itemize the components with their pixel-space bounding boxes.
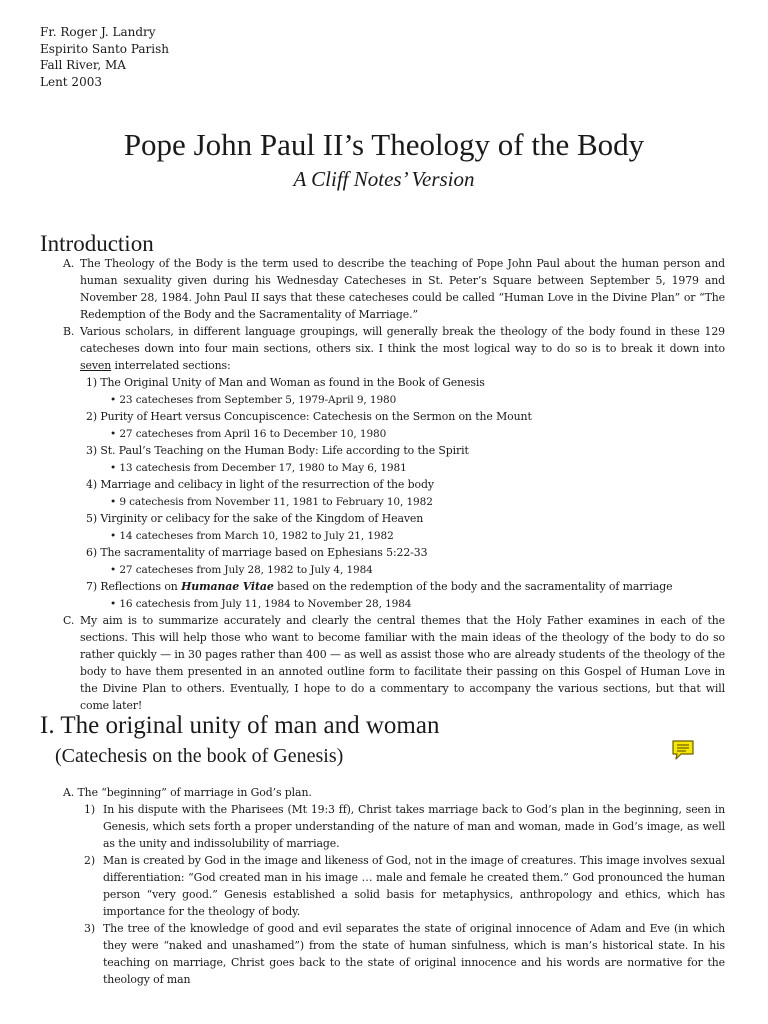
section-list-bullet: • 14 catecheses from March 10, 1982 to July 21, 1982 — [110, 530, 394, 542]
intro-item-b-text: Various scholars, in different language groupings, will generally break the theology of the body found in these 129 catecheses down into four main sections, others six. I think the most logical way to do so is to break it down into — [80, 325, 725, 355]
section1-point-3 — [84, 921, 725, 989]
section-list-item: 2) Purity of Heart versus Concupiscence: Catechesis on the Sermon on the Mount — [86, 410, 532, 423]
intro-item-c-text: My aim is to summarize accurately and clearly the central themes that the Holy Father examines in each of the sections. This will help those who want to become familiar with the main ideas of the theology of the body to do so rather quickly — in 30 pages rather than 400 — as well as assist those who are already students of the theology of the body to have them presented in an annoted outline form to facilitate their passing on this Gospel of Human Love in the Divine Plan to others. Eventually, I hope to do a commentary to accompany the various sections, but that will come later! — [80, 614, 725, 712]
section1-point-2 — [84, 853, 725, 921]
section-list-item: 3) St. Paul’s Teaching on the Human Body: Life according to the Spirit — [86, 444, 469, 457]
section-list-bullet: • 13 catechesis from December 17, 1980 to May 6, 1981 — [110, 462, 407, 474]
section1-item-a-text: The “beginning” of marriage in God’s plan. — [77, 786, 312, 799]
point-text: The tree of the knowledge of good and evil separates the state of original innocence of Adam and Eve (in which they were “naked and unashamed”) from the state of human sinfulness, which is man’s historical state. In his teaching on marriage, Christ goes back to the state of original innocence and his words are normative for the theology of man — [103, 922, 725, 986]
section7-suffix: based on the redemption of the body and the sacramentality of marriage — [277, 580, 673, 593]
parish-city: Fall River, MA — [40, 58, 126, 72]
section-list-bullet: • 9 catechesis from November 11, 1981 to February 10, 1982 — [110, 496, 433, 508]
author-header — [40, 24, 169, 90]
intro-item-b-text-after: interrelated sections: — [114, 358, 231, 372]
section-list-bullet: • 16 catechesis from July 11, 1984 to November 28, 1984 — [110, 598, 412, 610]
section-list-item-7 — [86, 579, 672, 596]
point-text: Man is created by God in the image and likeness of God, not in the image of creatures. This image involves sexual differentiation: “God created man in his image … male and female he created them.” God pronounced the human person “very good.” Genesis established a solid basis for metaphysics, anthropology and ethics, which has importance for the theology of body. — [103, 854, 725, 918]
section1-heading: I. The original unity of man and woman — [40, 712, 440, 739]
intro-item-a-label: A. — [63, 257, 75, 270]
intro-item-a-text: The Theology of the Body is the term used to describe the teaching of Pope John Paul about the human person and human sexuality given during his Wednesday Catecheses in St. Peter’s Square between September 5, 1979 and November 28, 1984. John Paul II says that these catecheses could be called “Human Love in the Divine Plan” or “The Redemption of the Body and the Sacramentality of Marriage.” — [80, 257, 725, 321]
intro-item-c-label: C. — [63, 614, 75, 627]
section1-point-1 — [84, 802, 725, 853]
sticky-note-comment-icon[interactable] — [671, 738, 695, 762]
introduction-heading: Introduction — [40, 231, 154, 256]
section1-subheading: (Catechesis on the book of Genesis) — [55, 745, 344, 767]
intro-item-a — [63, 256, 725, 324]
section1-item-a — [63, 785, 312, 802]
document-subtitle: A Cliff Notes’ Version — [293, 167, 475, 191]
parish-name: Espirito Santo Parish — [40, 41, 169, 56]
point-label: 1) — [84, 803, 95, 816]
intro-item-b-label: B. — [63, 325, 75, 338]
section-list-item: 4) Marriage and celibacy in light of the resurrection of the body — [86, 478, 434, 491]
section-list-item: 1) The Original Unity of Man and Woman as found in the Book of Genesis — [86, 376, 485, 389]
point-text: In his dispute with the Pharisees (Mt 19:3 ff), Christ takes marriage back to God’s plan in the beginning, seen in Genesis, which sets forth a proper understanding of the nature of man and woman, made in God’s image, as well as the unity and indissolubility of marriage. — [103, 803, 725, 850]
document-title: Pope John Paul II’s Theology of the Body — [123, 127, 645, 162]
section1-item-a-label: A. — [63, 786, 75, 799]
section-list-item: 5) Virginity or celibacy for the sake of the Kingdom of Heaven — [86, 512, 424, 525]
section-list-bullet: • 23 catecheses from September 5, 1979-April 9, 1980 — [110, 394, 397, 406]
intro-item-b — [63, 324, 725, 375]
humanae-vitae-title: Humanae Vitae — [181, 580, 274, 593]
point-label: 2) — [84, 854, 95, 867]
intro-item-c — [63, 613, 725, 714]
section7-prefix: 7) Reflections on — [86, 580, 178, 593]
section-list-bullet: • 27 catecheses from July 28, 1982 to July 4, 1984 — [110, 564, 373, 576]
note-body — [673, 741, 693, 759]
section-list-item: 6) The sacramentality of marriage based on Ephesians 5:22-33 — [86, 546, 428, 559]
section-list-bullet: • 27 catecheses from April 16 to December 10, 1980 — [110, 428, 387, 440]
document-date: Lent 2003 — [40, 74, 102, 89]
point-label: 3) — [84, 922, 95, 935]
intro-item-b-underlined: seven — [80, 358, 112, 372]
author-name: Fr. Roger J. Landry — [40, 25, 156, 39]
